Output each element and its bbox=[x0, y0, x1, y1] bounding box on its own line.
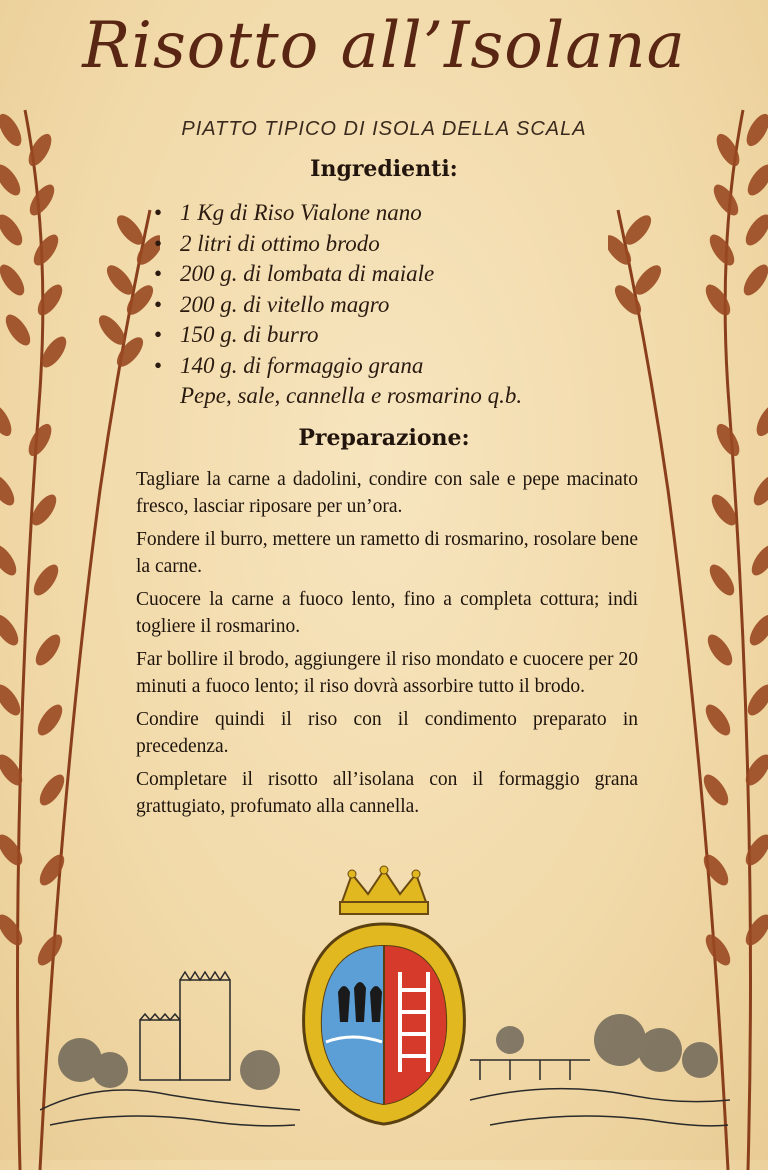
shield-icon bbox=[304, 924, 465, 1124]
ingredient-item: • 200 g. di vitello magro bbox=[150, 290, 630, 321]
coat-of-arms-emblem bbox=[292, 862, 476, 1132]
preparation-step: Fondere il burro, mettere un rametto di rosmarino, rosolare bene la carne. bbox=[136, 529, 638, 577]
ingredients-heading: Ingredienti: bbox=[310, 156, 458, 182]
village-landscape-icon bbox=[470, 980, 730, 1140]
preparation-heading: Preparazione: bbox=[298, 425, 470, 451]
ingredients-list bbox=[150, 198, 630, 412]
recipe-title: Risotto all’Isolana bbox=[82, 9, 686, 83]
ingredient-item: • 200 g. di lombata di maiale bbox=[150, 259, 630, 290]
preparation-step: Tagliare la carne a dadolini, condire con sale e pepe macinato fresco, lasciar riposare per un’ora. bbox=[136, 469, 638, 517]
preparation-step: Completare il risotto all’isolana con il formaggio grana grattugiato, profumato alla cannella. bbox=[136, 769, 638, 817]
ingredient-item: • 150 g. di burro bbox=[150, 320, 630, 351]
ingredient-item: • 140 g. di formaggio grana bbox=[150, 351, 630, 382]
preparation-step: Cuocere la carne a fuoco lento, fino a completa cottura; indi togliere il rosmarino. bbox=[136, 589, 638, 637]
preparation-step: Condire quindi il riso con il condimento preparato in precedenza. bbox=[136, 709, 638, 757]
ingredient-item: • 1 Kg di Riso Vialone nano bbox=[150, 198, 630, 229]
ingredient-item: • 2 litri di ottimo brodo bbox=[150, 229, 630, 260]
preparation-steps bbox=[136, 466, 638, 826]
recipe-subtitle: PIATTO TIPICO DI ISOLA DELLA SCALA bbox=[181, 118, 587, 140]
ingredient-item: Pepe, sale, cannella e rosmarino q.b. bbox=[180, 383, 523, 408]
tower-landscape-icon bbox=[40, 960, 300, 1140]
crown-icon bbox=[340, 866, 428, 914]
preparation-step: Far bollire il brodo, aggiungere il riso mondato e cuocere per 20 minuti a fuoco lento; il riso dovrà assorbire tutto il brodo. bbox=[136, 649, 638, 697]
